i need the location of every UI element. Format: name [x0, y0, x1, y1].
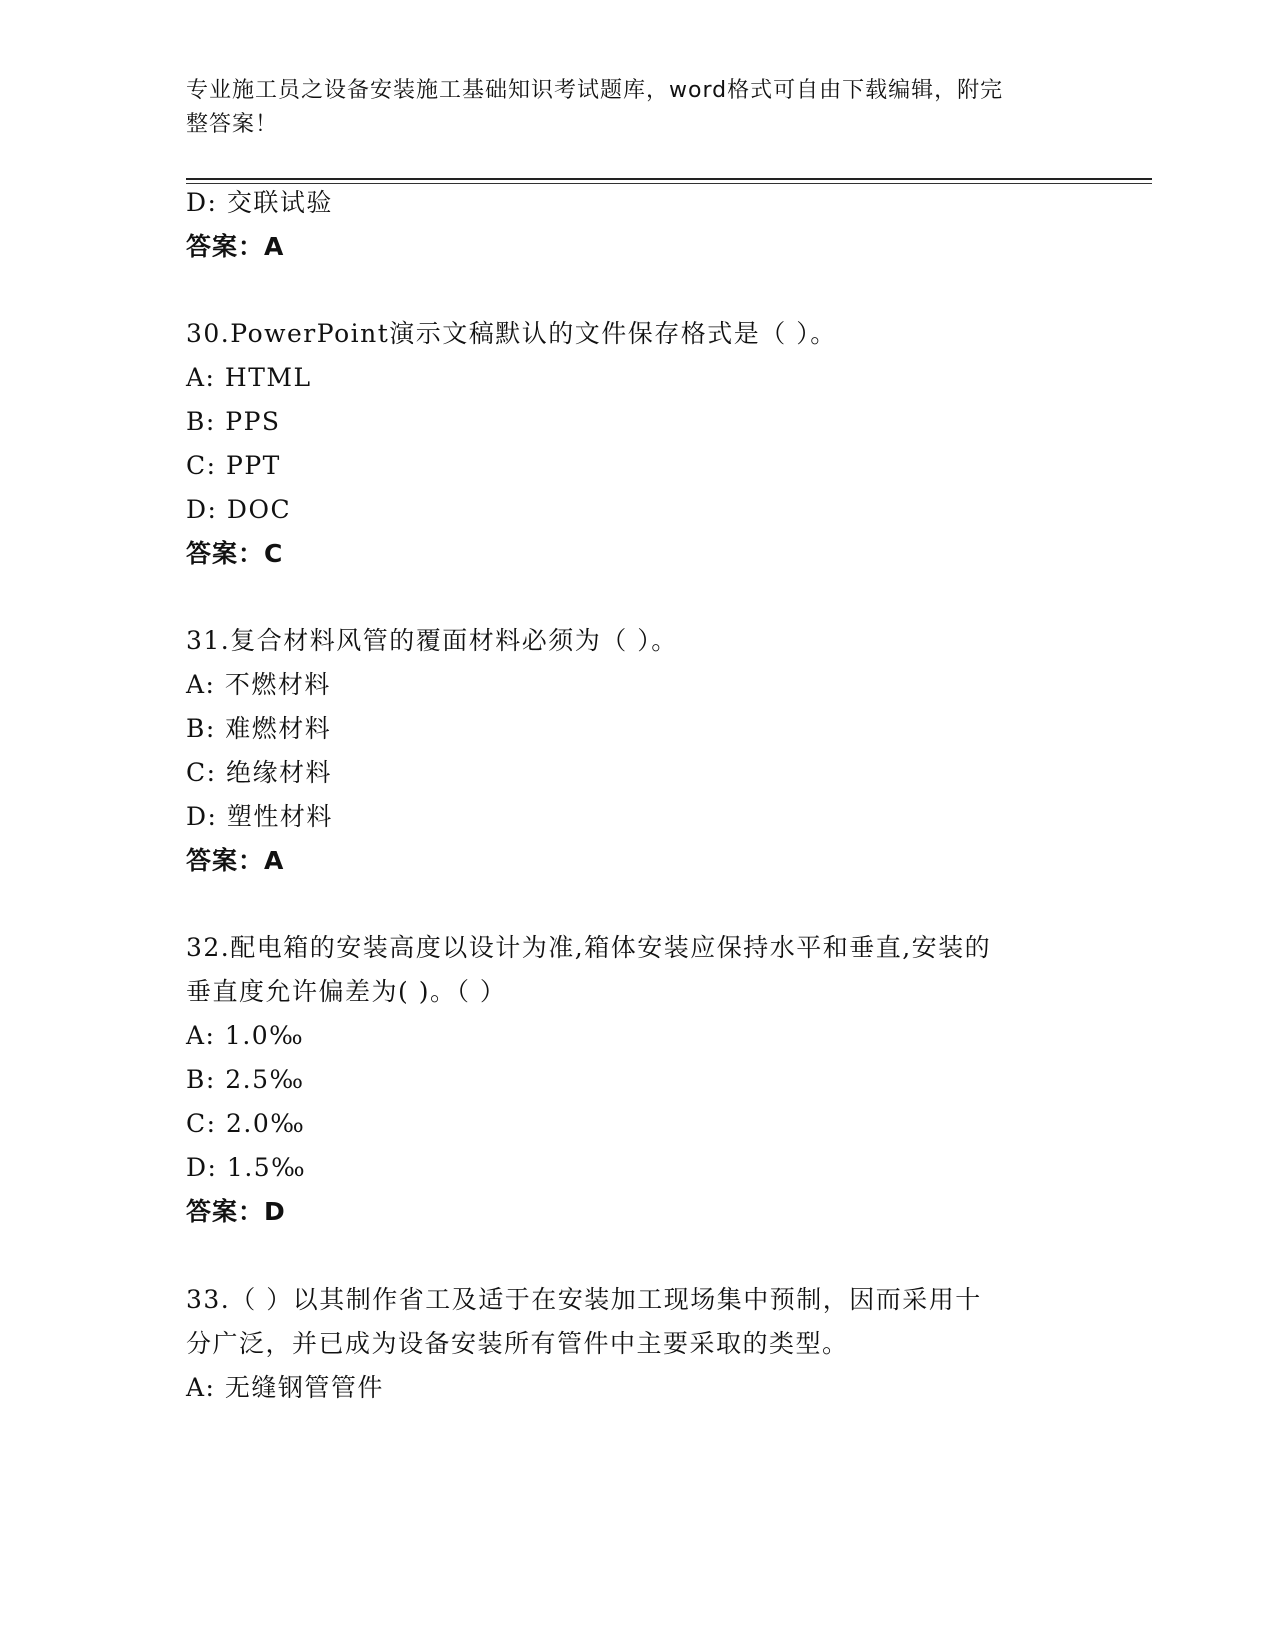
question-30-option-c: C: PPT [186, 451, 281, 480]
question-30-answer: 答案：C [186, 539, 284, 568]
question-32-answer: 答案：D [186, 1197, 286, 1226]
question-31-option-d: D: 塑性材料 [186, 802, 333, 831]
prev-answer: 答案：A [186, 232, 285, 261]
question-33-stem-line-2: 分广泛，并已成为设备安装所有管件中主要采取的类型。 [186, 1329, 849, 1358]
question-31-option-a: A: 不燃材料 [186, 670, 331, 699]
question-31-stem: 31.复合材料风管的覆面材料必须为（ ）。 [186, 626, 678, 655]
question-32-stem-line-1: 32.配电箱的安装高度以设计为准,箱体安装应保持水平和垂直,安装的 [186, 933, 992, 962]
question-32-option-b: B: 2.5‰ [186, 1065, 305, 1094]
question-32-stem-line-2: 垂直度允许偏差为( )。（ ） [186, 977, 507, 1006]
question-32-option-d: D: 1.5‰ [186, 1153, 307, 1182]
header-line-1: 专业施工员之设备安装施工基础知识考试题库，word格式可自由下载编辑，附完 [186, 78, 1004, 103]
question-31-option-b: B: 难燃材料 [186, 714, 332, 743]
question-33-stem-line-1: 33.（ ）以其制作省工及适于在安装加工现场集中预制，因而采用十 [186, 1285, 982, 1314]
question-33-option-a: A: 无缝钢管管件 [186, 1373, 384, 1402]
document-header [186, 74, 1066, 142]
question-30-stem: 30.PowerPoint演示文稿默认的文件保存格式是（ ）。 [186, 319, 837, 348]
question-32-option-c: C: 2.0‰ [186, 1109, 306, 1138]
question-30-option-b: B: PPS [186, 407, 281, 436]
question-30-option-a: A: HTML [186, 363, 312, 392]
header-line-2: 整答案！ [186, 112, 279, 137]
question-32-option-a: A: 1.0‰ [186, 1021, 305, 1050]
prev-option-d: D: 交联试验 [186, 188, 333, 217]
header-divider-thick [186, 178, 1152, 180]
header-divider-thin [186, 183, 1152, 184]
question-31-answer: 答案：A [186, 846, 285, 875]
question-30-option-d: D: DOC [186, 495, 292, 524]
question-31-option-c: C: 绝缘材料 [186, 758, 332, 787]
